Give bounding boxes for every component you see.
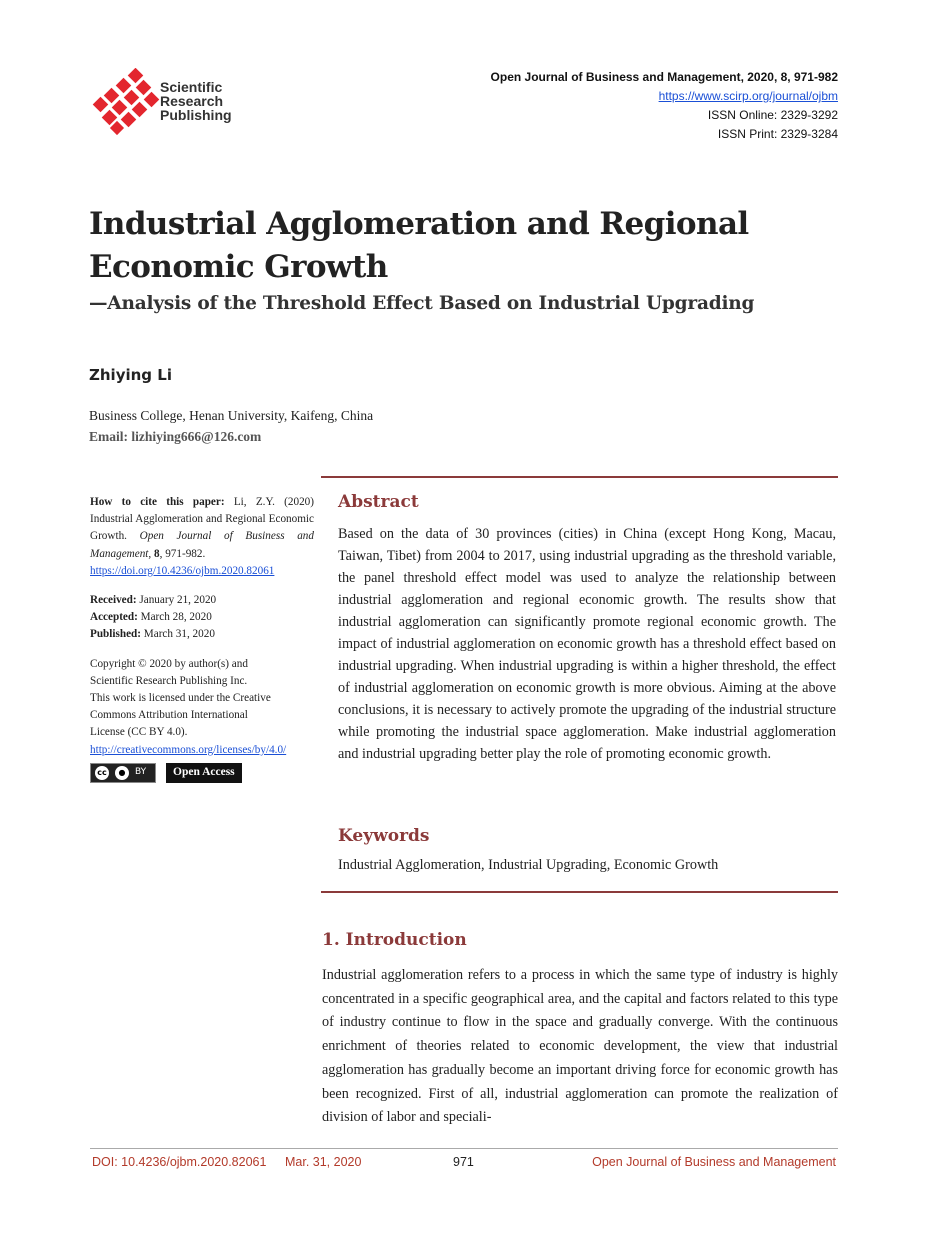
publisher-logo-mark-icon (92, 68, 162, 136)
article-sidebar (90, 494, 314, 783)
cite-journal: Open Journal of Business and Management, (90, 530, 314, 560)
paper-title-line: Industrial Agglomeration and Regional (89, 206, 749, 242)
author-affiliation-block (89, 405, 373, 447)
abstract-top-divider (321, 476, 838, 478)
published-date (90, 626, 314, 643)
received-value: January 21, 2020 (136, 594, 217, 607)
issn-online: ISSN Online: 2329-3292 (707, 108, 838, 122)
journal-info (491, 68, 838, 144)
journal-citation: Open Journal of Business and Management, 2020, 8, 971-982 (490, 70, 838, 84)
cite-volume: 8 (151, 547, 160, 560)
author-email: Email: lizhiying666@126.com (89, 429, 262, 444)
accepted-value: March 28, 2020 (137, 611, 212, 624)
footer-date: Mar. 31, 2020 (285, 1155, 362, 1169)
copyright-line: Commons Attribution International (90, 709, 248, 722)
how-to-cite (90, 494, 314, 580)
copyright-line: Copyright © 2020 by author(s) and (90, 657, 248, 670)
published-value: March 31, 2020 (140, 628, 215, 641)
paper-title-line: Economic Growth (89, 249, 388, 285)
published-label: Published: (90, 628, 141, 641)
license-link[interactable]: http://creativecommons.org/licenses/by/4.0/ (90, 743, 287, 756)
copyright-line: License (CC BY 4.0). (90, 726, 188, 739)
introduction-heading: 1. Introduction (322, 930, 467, 950)
publisher-name-line: Research (160, 93, 224, 109)
footer-doi: DOI: 10.4236/ojbm.2020.82061 (92, 1155, 267, 1169)
footer-journal-name: Open Journal of Business and Management (592, 1155, 836, 1169)
publisher-name (160, 80, 232, 122)
affiliation: Business College, Henan University, Kaifeng, China (89, 408, 374, 423)
issn-print: ISSN Print: 2329-3284 (717, 127, 838, 141)
copyright-line: Scientific Research Publishing Inc. (90, 674, 248, 687)
open-access-badge: Open Access (166, 763, 242, 783)
publisher-name-line: Scientific (160, 79, 223, 95)
by-label: BY (135, 767, 147, 778)
paper-subtitle: —Analysis of the Threshold Effect Based on Industrial Upgrading (89, 293, 755, 314)
license-badges (90, 763, 314, 783)
introduction-body: Industrial agglomeration refers to a process in which the same type of industry is highly concentrated in a specific geographical area, and the capital and factors related to this type of industry continue to flow in the space and gradually converge. With the continuous enrichment of theories related to economic development, the view that industrial agglomeration has gradually become an important driving force for economic growth has been recognized. First of all, industrial agglomeration can promote the realization of division of labor and speciali- (322, 967, 838, 1126)
cc-icon: cc (95, 766, 109, 780)
accepted-date (90, 609, 314, 626)
attribution-person-icon: ● (115, 766, 129, 780)
footer-divider (90, 1148, 838, 1149)
cite-label: How to cite this paper: (90, 496, 225, 508)
keywords-heading: Keywords (338, 826, 430, 846)
page-number: 971 (453, 1155, 474, 1169)
journal-url-link[interactable]: https://www.scirp.org/journal/ojbm (658, 89, 838, 103)
abstract-bottom-divider (321, 891, 838, 893)
copyright-line: This work is licensed under the Creative (90, 692, 271, 705)
paper-title (89, 203, 849, 289)
cc-by-badge[interactable] (90, 763, 156, 783)
accepted-label: Accepted: (90, 611, 138, 624)
cite-text: Li, Z.Y. (2020) Industrial Agglomeration and Regional Economic Growth. (90, 496, 314, 543)
received-date (90, 592, 314, 609)
author-name: Zhiying Li (89, 366, 172, 384)
cite-pages: , 971-982. (159, 547, 206, 560)
copyright-notice (90, 656, 314, 742)
received-label: Received: (90, 594, 137, 607)
cite-doi-link[interactable]: https://doi.org/10.4236/ojbm.2020.82061 (90, 564, 275, 577)
publisher-name-line: Publishing (160, 107, 232, 123)
abstract-body: Based on the data of 30 provinces (cities) in China (except Hong Kong, Macau, Taiwan, Tibet) from 2004 to 2017, using industrial upgrading as the threshold variable, the panel threshold effect model was used to analyze the relationship between industrial agglomeration and regional economic growth. The results show that industrial agglomeration can significantly promote regional economic growth. The impact of industrial agglomeration on economic growth has a threshold effect based on industrial upgrading. When industrial upgrading is within a higher threshold, the effect of industrial agglomeration on economic growth is more obvious. Aiming at the above conclusions, it is necessary to actively promote the upgrading of the industrial structure while promoting the industrial space agglomeration. Make industrial agglomeration and industrial upgrading better play the role of promoting economic growth. (338, 526, 836, 762)
keywords-list: Industrial Agglomeration, Industrial Upgrading, Economic Growth (338, 857, 719, 873)
abstract-heading: Abstract (338, 492, 419, 512)
